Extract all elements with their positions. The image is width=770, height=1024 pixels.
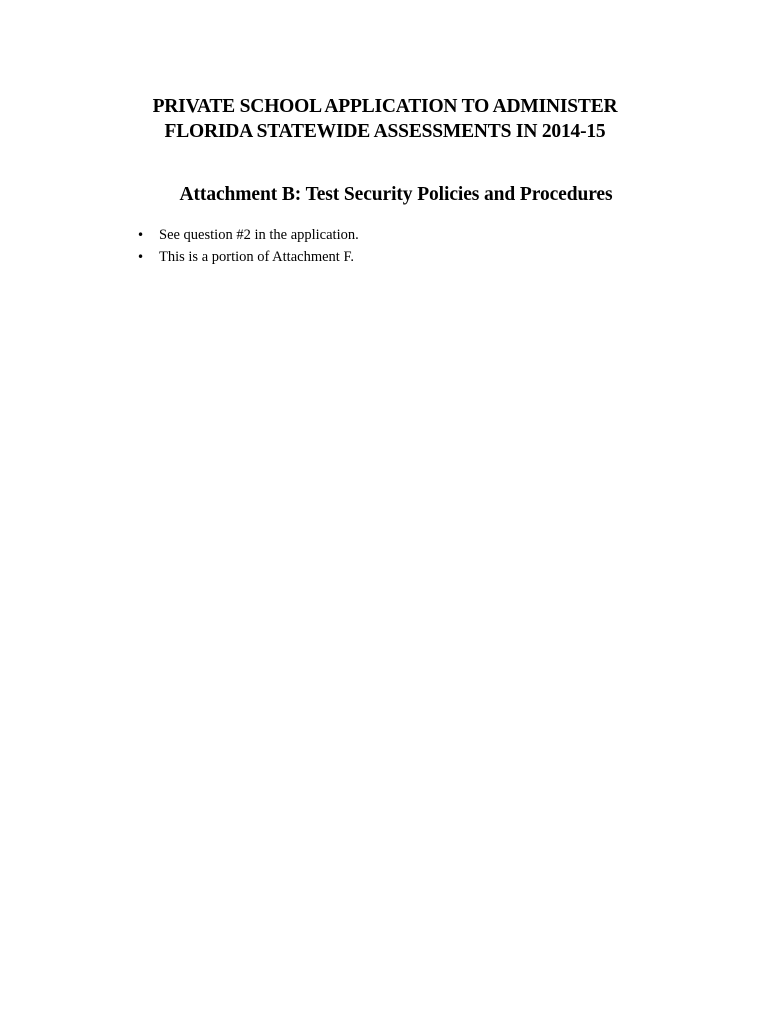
bullet-icon: • [137, 228, 145, 242]
list-item [135, 246, 359, 268]
section-heading: Attachment B: Test Security Policies and Procedures [179, 184, 613, 205]
list-item-text: See question #2 in the application. [159, 227, 359, 243]
bullet-icon: • [137, 250, 145, 264]
document-title [0, 94, 770, 144]
list-item [135, 224, 359, 246]
bullet-list [135, 224, 359, 268]
title-line-2: FLORIDA STATEWIDE ASSESSMENTS IN 2014-15 [164, 121, 606, 142]
list-item-text: This is a portion of Attachment F. [159, 249, 354, 265]
title-line-1: PRIVATE SCHOOL APPLICATION TO ADMINISTER [152, 96, 618, 117]
